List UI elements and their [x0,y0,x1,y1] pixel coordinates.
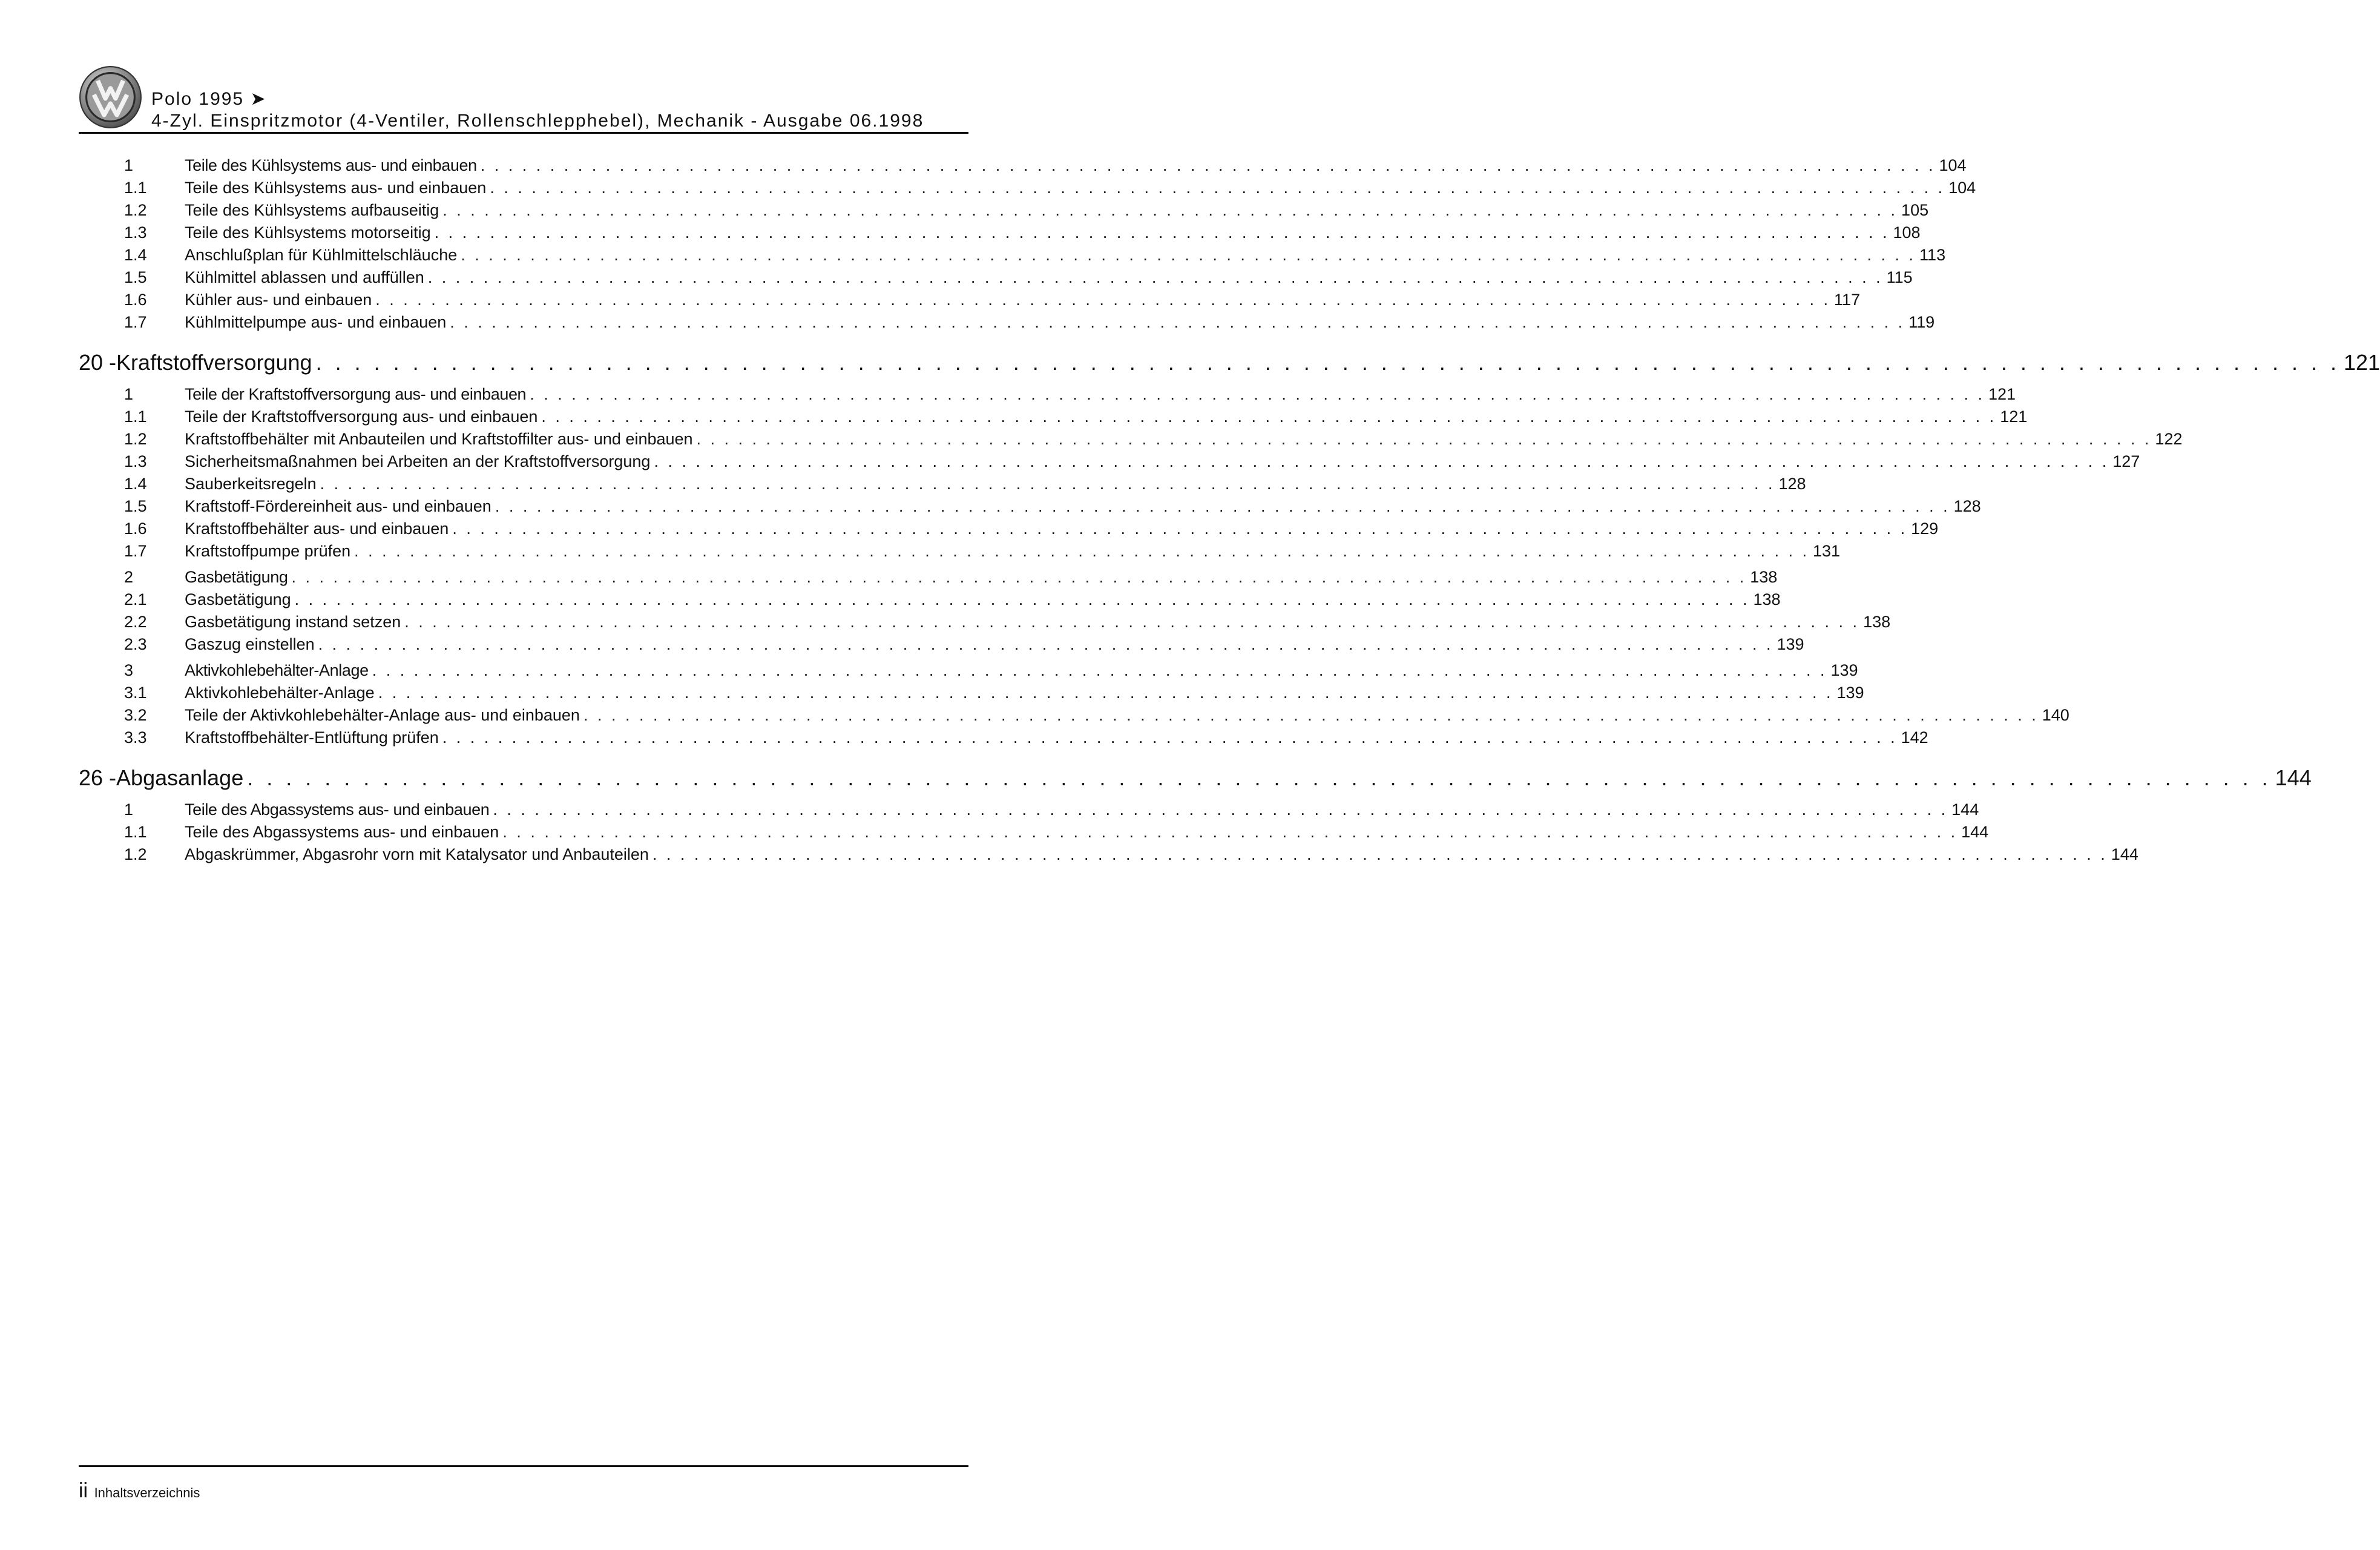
toc-number: 2.3 [124,635,147,653]
toc-entry[interactable] [79,497,1981,519]
toc-entry[interactable] [79,179,1976,201]
toc-page: 138 [1863,613,1891,631]
toc-leader: . . . . . . . . . . . . . . . . . . . . . . . . . . . . . . . . . . . . . . . . . . . . . . . . . . . . . . . . . . . . . . . . . . . . . . . . . . . . . . . . . . . . . . . . . . . . . . . . . . . . . . . . . [372,661,1827,679]
toc-title: Kraftstoffbehälter aus- und einbauen [185,519,449,538]
toc-title: Aktivkohlebehälter-Anlage [185,661,369,679]
toc-title: Teile der Kraftstoffversorgung aus- und einbauen [185,407,538,426]
toc-leader: . . . . . . . . . . . . . . . . . . . . . . . . . . . . . . . . . . . . . . . . . . . . . . . . . . . . . . . . . . . . . . . . . . . . . . . . . . . . . . . . . . . . . . . . . . . . . . . . . . . . . . . . . [583,706,2039,724]
toc-title: Gaszug einstellen [185,635,315,653]
toc-page: 117 [1834,291,1861,309]
toc-leader: . . . . . . . . . . . . . . . . . . . . . . . . . . . . . . . . . . . . . . . . . . . . . . . . . . . . . . . . . . . . . . . . . . . . . . . . . . . . . . . . . . . . . . . . . . . . . . . . . . . . . . . . . [442,201,1898,219]
toc-page: 140 [2042,706,2069,724]
toc-title: Gasbetätigung instand setzen [185,613,401,631]
toc-number: 1.4 [124,246,147,264]
toc-entry[interactable] [79,223,1921,246]
vw-logo-icon [79,65,142,129]
toc-number: 1.1 [124,823,147,841]
toc-entry[interactable] [79,661,1858,684]
toc-entry[interactable] [79,313,1935,335]
toc-number: 1 [124,385,134,403]
toc-page: 131 [1812,542,1841,560]
toc-title: Sauberkeitsregeln [185,475,317,493]
toc-number: 1.3 [124,452,147,470]
toc-page: 105 [1901,201,1929,219]
toc-title: Teile des Abgassystems aus- und einbauen [185,800,490,819]
toc-title: Teile des Kühlsystems aufbauseitig [185,201,439,219]
spacer [79,335,962,344]
toc-leader: . . . . . . . . . . . . . . . . . . . . . . . . . . . . . . . . . . . . . . . . . . . . . . . . . . . . . . . . . . . . . . . . . . . . . . . . . . . . . . . . . . . . . . . . . . . . . . . . . . . . . . . . . [315,350,2340,375]
toc-number: 1.2 [124,845,147,863]
toc-leader: . . . . . . . . . . . . . . . . . . . . . . . . . . . . . . . . . . . . . . . . . . . . . . . . . . . . . . . . . . . . . . . . . . . . . . . . . . . . . . . . . . . . . . . . . . . . . . . . . . . . . . . . . [480,156,1936,174]
table-of-contents [79,153,2380,868]
toc-leader: . . . . . . . . . . . . . . . . . . . . . . . . . . . . . . . . . . . . . . . . . . . . . . . . . . . . . . . . . . . . . . . . . . . . . . . . . . . . . . . . . . . . . . . . . . . . . . . . . . . . . . . . . [452,519,1908,538]
footer-rule [79,1465,968,1467]
toc-entry[interactable] [79,613,1891,635]
toc-page: 139 [1777,635,1804,653]
toc-number: 1.7 [124,542,147,560]
toc-leader: . . . . . . . . . . . . . . . . . . . . . . . . . . . . . . . . . . . . . . . . . . . . . . . . . . . . . . . . . . . . . . . . . . . . . . . . . . . . . . . . . . . . . . . . . . . . . . . . . . . . . . . . . [541,407,1997,426]
header-rule [79,132,968,134]
toc-entry[interactable] [79,800,1979,823]
toc-leader: . . . . . . . . . . . . . . . . . . . . . . . . . . . . . . . . . . . . . . . . . . . . . . . . . . . . . . . . . . . . . . . . . . . . . . . . . . . . . . . . . . . . . . . . . . . . . . . . . . . . . . . . . [442,728,1898,747]
toc-number: 3 [124,661,134,679]
toc-number: 1.5 [124,497,147,515]
toc-page: 144 [2111,845,2138,863]
toc-entry[interactable] [79,728,1928,751]
toc-entry[interactable] [79,845,2138,868]
toc-page: 121 [2000,407,2028,426]
toc-number: 1.1 [124,179,147,197]
toc-page: 138 [1753,590,1781,608]
toc-page: 138 [1750,568,1778,586]
toc-page: 121 [1988,385,2016,403]
toc-page: 104 [1939,156,1967,174]
toc-chapter[interactable] [79,759,2312,797]
toc-page: 139 [1830,661,1858,679]
toc-entry[interactable] [79,430,2183,452]
toc-title: Gasbetätigung [185,590,291,608]
toc-entry[interactable] [79,268,1913,291]
header-model: Polo 1995 ➤ [151,89,267,109]
toc-leader: . . . . . . . . . . . . . . . . . . . . . . . . . . . . . . . . . . . . . . . . . . . . . . . . . . . . . . . . . . . . . . . . . . . . . . . . . . . . . . . . . . . . . . . . . . . . . . . . . . . . . . . . . [434,223,1890,242]
toc-title: Kühlmittelpumpe aus- und einbauen [185,313,447,331]
toc-number: 1.2 [124,430,147,448]
toc-number: 1.4 [124,475,147,493]
toc-entry[interactable] [79,706,2069,728]
toc-page: 144 [2275,765,2312,790]
toc-entry[interactable] [79,684,1864,706]
toc-title: Kraftstoff-Fördereinheit aus- und einbauen [185,497,491,515]
toc-leader: . . . . . . . . . . . . . . . . . . . . . . . . . . . . . . . . . . . . . . . . . . . . . . . . . . . . . . . . . . . . . . . . . . . . . . . . . . . . . . . . . . . . . . . . . . . . . . . . . . . . . . . . . [652,845,2108,863]
toc-number: 1.1 [124,407,147,426]
toc-title: Teile des Kühlsystems aus- und einbauen [185,156,477,174]
toc-title: Kühler aus- und einbauen [185,291,372,309]
toc-entry[interactable] [79,542,1841,564]
toc-title: Abgaskrümmer, Abgasrohr vorn mit Katalysator und Anbauteilen [185,845,649,863]
toc-page: 128 [1778,475,1806,493]
toc-entry[interactable] [79,590,1781,613]
toc-title: Kühlmittel ablassen und auffüllen [185,268,424,286]
toc-leader: . . . . . . . . . . . . . . . . . . . . . . . . . . . . . . . . . . . . . . . . . . . . . . . . . . . . . . . . . . . . . . . . . . . . . . . . . . . . . . . . . . . . . . . . . . . . . . . . . . . . . . . . . [461,246,1916,264]
toc-page: 129 [1911,519,1939,538]
toc-number: 20 - [79,350,117,375]
toc-leader: . . . . . . . . . . . . . . . . . . . . . . . . . . . . . . . . . . . . . . . . . . . . . . . . . . . . . . . . . . . . . . . . . . . . . . . . . . . . . . . . . . . . . . . . . . . . . . . . . . . . . . . . . [320,475,1775,493]
toc-number: 1.7 [124,313,147,331]
toc-leader: . . . . . . . . . . . . . . . . . . . . . . . . . . . . . . . . . . . . . . . . . . . . . . . . . . . . . . . . . . . . . . . . . . . . . . . . . . . . . . . . . . . . . . . . . . . . . . . . . . . . . . . . . [450,313,1905,331]
toc-number: 2 [124,568,134,586]
toc-entry[interactable] [79,519,1939,542]
toc-title: Teile des Kühlsystems motorseitig [185,223,431,242]
toc-leader: . . . . . . . . . . . . . . . . . . . . . . . . . . . . . . . . . . . . . . . . . . . . . . . . . . . . . . . . . . . . . . . . . . . . . . . . . . . . . . . . . . . . . . . . . . . . . . . . . . . . . . . . . [375,291,1831,309]
toc-page: 127 [2112,452,2140,470]
toc-page: 119 [1908,313,1935,331]
toc-leader: . . . . . . . . . . . . . . . . . . . . . . . . . . . . . . . . . . . . . . . . . . . . . . . . . . . . . . . . . . . . . . . . . . . . . . . . . . . . . . . . . . . . . . . . . . . . . . . . . . . . . . . . . [493,800,1948,819]
toc-number: 1.3 [124,223,147,242]
toc-entry[interactable] [79,823,1989,845]
toc-title: Kraftstoffbehälter-Entlüftung prüfen [185,728,439,747]
toc-page: 142 [1901,728,1928,747]
toc-page: 144 [1951,800,1979,819]
toc-title: Teile des Abgassystems aus- und einbauen [185,823,499,841]
toc-chapter[interactable] [79,344,2380,381]
toc-leader: . . . . . . . . . . . . . . . . . . . . . . . . . . . . . . . . . . . . . . . . . . . . . . . . . . . . . . . . . . . . . . . . . . . . . . . . . . . . . . . . . . . . . . . . . . . . . . . . . . . . . . . . . [354,542,1809,560]
toc-page: 128 [1953,497,1981,515]
toc-leader: . . . . . . . . . . . . . . . . . . . . . . . . . . . . . . . . . . . . . . . . . . . . . . . . . . . . . . . . . . . . . . . . . . . . . . . . . . . . . . . . . . . . . . . . . . . . . . . . . . . . . . . . . [696,430,2152,448]
toc-title: Abgasanlage [116,765,244,790]
toc-leader: . . . . . . . . . . . . . . . . . . . . . . . . . . . . . . . . . . . . . . . . . . . . . . . . . . . . . . . . . . . . . . . . . . . . . . . . . . . . . . . . . . . . . . . . . . . . . . . . . . . . . . . . . [495,497,1950,515]
toc-number: 26 - [79,765,117,790]
toc-leader: . . . . . . . . . . . . . . . . . . . . . . . . . . . . . . . . . . . . . . . . . . . . . . . . . . . . . . . . . . . . . . . . . . . . . . . . . . . . . . . . . . . . . . . . . . . . . . . . . . . . . . . . . [404,613,1860,631]
toc-page: 144 [1961,823,1989,841]
spacer [79,751,962,759]
toc-entry[interactable] [79,291,1861,313]
toc-entry[interactable] [79,201,1929,223]
page-number: ii [79,1479,88,1502]
toc-number: 1.5 [124,268,147,286]
toc-page: 108 [1893,223,1921,242]
toc-number: 2.1 [124,590,147,608]
footer-label: Inhaltsverzeichnis [94,1485,200,1500]
toc-entry[interactable] [79,475,1806,497]
toc-title: Kraftstoffbehälter mit Anbauteilen und Kraftstoffilter aus- und einbauen [185,430,693,448]
toc-page: 104 [1948,179,1976,197]
toc-entry[interactable] [79,635,1804,658]
toc-leader: . . . . . . . . . . . . . . . . . . . . . . . . . . . . . . . . . . . . . . . . . . . . . . . . . . . . . . . . . . . . . . . . . . . . . . . . . . . . . . . . . . . . . . . . . . . . . . . . . . . . . . . . . [294,590,1750,608]
toc-title: Gasbetätigung [185,568,288,586]
toc-number: 1.6 [124,291,147,309]
toc-number: 2.2 [124,613,147,631]
toc-leader: . . . . . . . . . . . . . . . . . . . . . . . . . . . . . . . . . . . . . . . . . . . . . . . . . . . . . . . . . . . . . . . . . . . . . . . . . . . . . . . . . . . . . . . . . . . . . . . . . . . . . . . . . [490,179,1945,197]
toc-number: 1.2 [124,201,147,219]
toc-title: Kraftstoffversorgung [116,350,312,375]
toc-page: 139 [1836,684,1864,702]
toc-number: 3.1 [124,684,147,702]
toc-leader: . . . . . . . . . . . . . . . . . . . . . . . . . . . . . . . . . . . . . . . . . . . . . . . . . . . . . . . . . . . . . . . . . . . . . . . . . . . . . . . . . . . . . . . . . . . . . . . . . . . . . . . . . [427,268,1883,286]
toc-entry[interactable] [79,452,2140,475]
header-subtitle: 4-Zyl. Einspritzmotor (4-Ventiler, Rollenschlepphebel), Mechanik - Ausgabe 06.1998 [151,111,924,131]
toc-leader: . . . . . . . . . . . . . . . . . . . . . . . . . . . . . . . . . . . . . . . . . . . . . . . . . . . . . . . . . . . . . . . . . . . . . . . . . . . . . . . . . . . . . . . . . . . . . . . . . . . . . . . . . [291,568,1747,586]
toc-page: 115 [1886,268,1913,286]
toc-title: Anschlußplan für Kühlmittelschläuche [185,246,458,264]
toc-page: 122 [2155,430,2183,448]
toc-number: 3.2 [124,706,147,724]
toc-entry[interactable] [79,407,2028,430]
page-header [79,65,968,132]
toc-leader: . . . . . . . . . . . . . . . . . . . . . . . . . . . . . . . . . . . . . . . . . . . . . . . . . . . . . . . . . . . . . . . . . . . . . . . . . . . . . . . . . . . . . . . . . . . . . . . . . . . . . . . . . [318,635,1773,653]
toc-number: 1 [124,800,134,819]
toc-title: Teile des Kühlsystems aus- und einbauen [185,179,487,197]
toc-leader: . . . . . . . . . . . . . . . . . . . . . . . . . . . . . . . . . . . . . . . . . . . . . . . . . . . . . . . . . . . . . . . . . . . . . . . . . . . . . . . . . . . . . . . . . . . . . . . . . . . . . . . . . [502,823,1958,841]
toc-leader: . . . . . . . . . . . . . . . . . . . . . . . . . . . . . . . . . . . . . . . . . . . . . . . . . . . . . . . . . . . . . . . . . . . . . . . . . . . . . . . . . . . . . . . . . . . . . . . . . . . . . . . . . [378,684,1833,702]
toc-page: 113 [1919,246,1946,264]
toc-number: 1 [124,156,134,174]
toc-entry[interactable] [79,385,2016,407]
toc-leader: . . . . . . . . . . . . . . . . . . . . . . . . . . . . . . . . . . . . . . . . . . . . . . . . . . . . . . . . . . . . . . . . . . . . . . . . . . . . . . . . . . . . . . . . . . . . . . . . . . . . . . . . . [247,765,2272,790]
toc-title: Teile der Aktivkohlebehälter-Anlage aus- und einbauen [185,706,580,724]
toc-leader: . . . . . . . . . . . . . . . . . . . . . . . . . . . . . . . . . . . . . . . . . . . . . . . . . . . . . . . . . . . . . . . . . . . . . . . . . . . . . . . . . . . . . . . . . . . . . . . . . . . . . . . . . [654,452,2109,470]
toc-page: 121 [2343,350,2380,375]
toc-title: Aktivkohlebehälter-Anlage [185,684,375,702]
toc-title: Kraftstoffpumpe prüfen [185,542,351,560]
toc-entry[interactable] [79,156,1967,179]
toc-number: 3.3 [124,728,147,747]
toc-entry[interactable] [79,246,1946,268]
toc-title: Sicherheitsmaßnahmen bei Arbeiten an der Kraftstoffversorgung [185,452,651,470]
page-footer [79,1465,968,1503]
toc-leader: . . . . . . . . . . . . . . . . . . . . . . . . . . . . . . . . . . . . . . . . . . . . . . . . . . . . . . . . . . . . . . . . . . . . . . . . . . . . . . . . . . . . . . . . . . . . . . . . . . . . . . . . . [530,385,1985,403]
toc-number: 1.6 [124,519,147,538]
toc-entry[interactable] [79,568,1778,590]
toc-title: Teile der Kraftstoffversorgung aus- und einbauen [185,385,527,403]
